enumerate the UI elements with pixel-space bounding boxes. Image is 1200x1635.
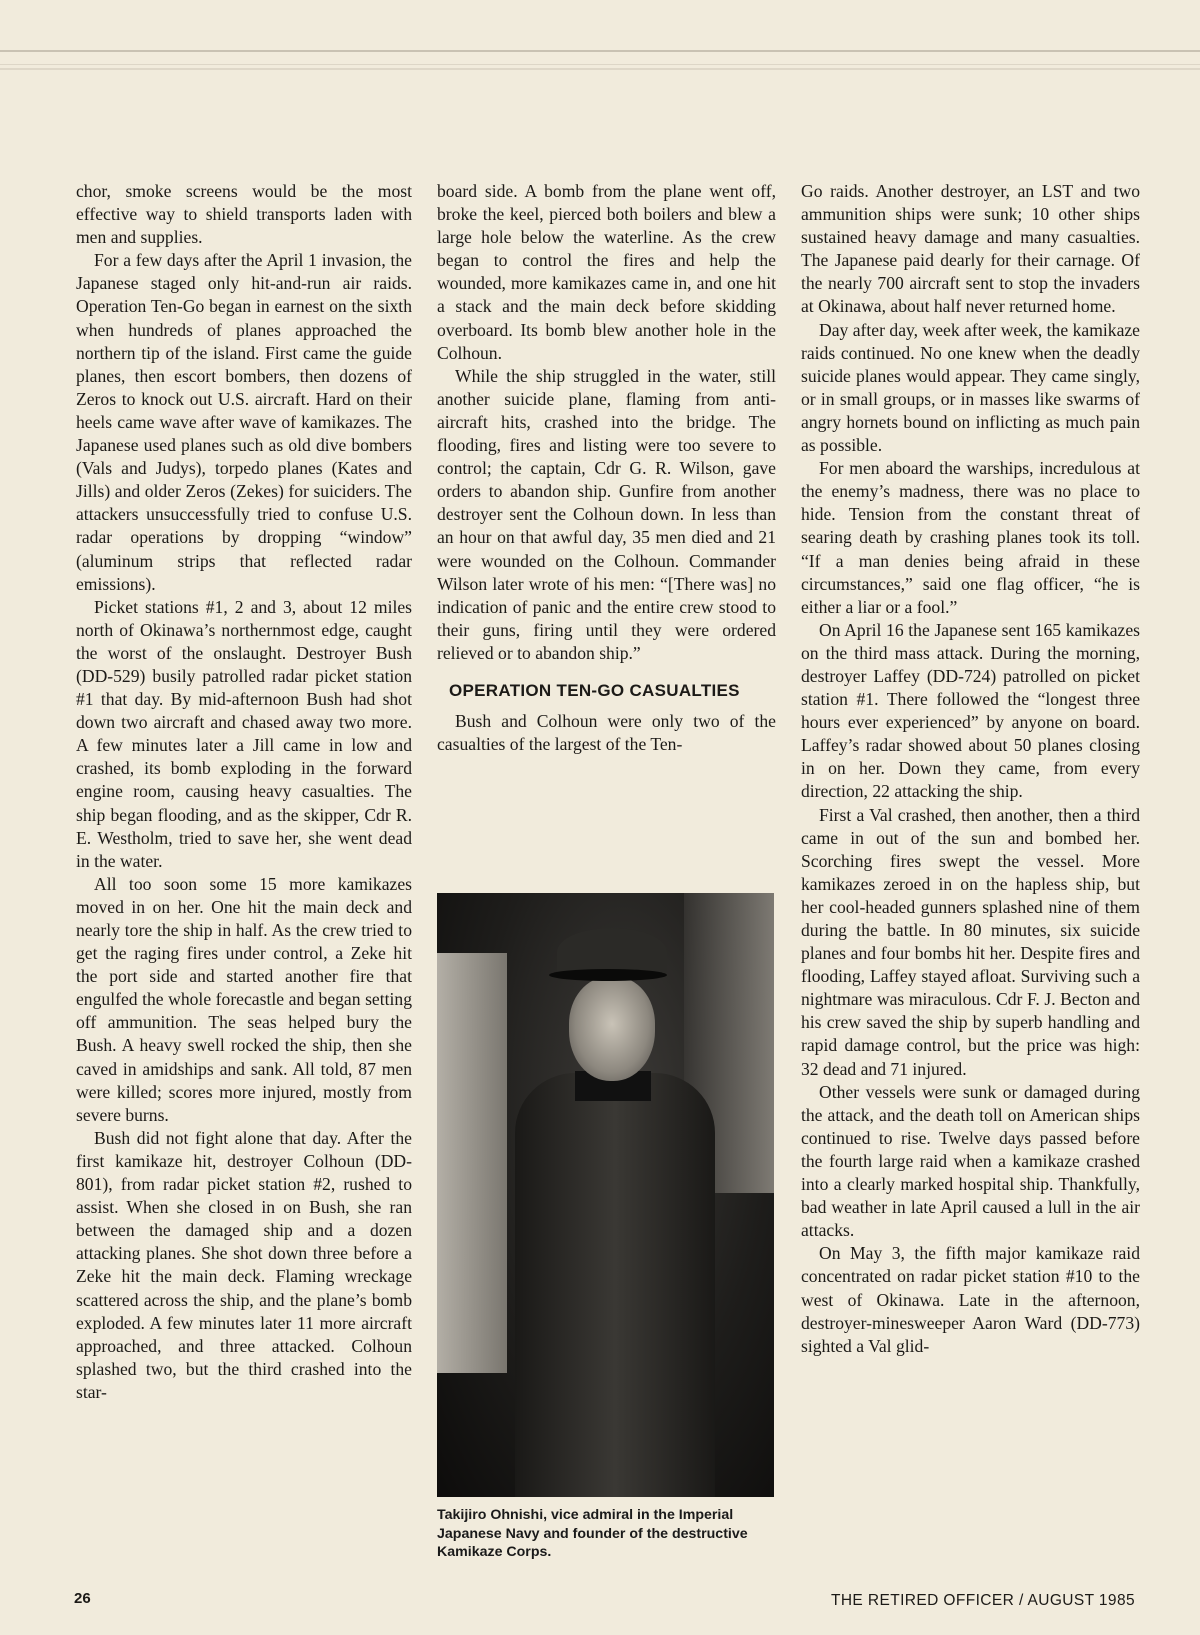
photo-caption: Takijiro Ohnishi, vice admiral in the Imperial Japanese Navy and founder of the destructive Kamikaze Corps.: [437, 1507, 748, 1560]
paragraph: Other vessels were sunk or damaged during the attack, and the death toll on American ships continued to rise. Twelve days passed before the fourth large raid when a kamikaze crashed into a clearly marked hospital ship. Thankfully, bad weather in late April caused a lull in the air attacks.: [801, 1081, 1140, 1241]
article-column-3: [801, 180, 1140, 1570]
paragraph: For men aboard the warships, incredulous at the enemy’s madness, there was no place to hide. Tension from the constant threat of searing death by crashing planes took its toll. “If a man denies being afraid in these circumstances,” said one flag officer, “he is either a liar or a fool.”: [801, 458, 1140, 617]
paragraph: First a Val crashed, then another, then a third came in out of the sun and bombed her. Scorching fires swept the vessel. More kamikazes zeroed in on the hapless ship, but her cool-headed gunners splashed nine of them during the battle. In 80 minutes, six suicide planes and four bombs hit her. Despite fires and flooding, Laffey stayed afloat. Surviving such a nightmare was miraculous. Cdr F. J. Becton and his crew saved the ship by superb handling and rapid damage control, but the price was high: 32 dead and 71 injured.: [801, 804, 1140, 1079]
paragraph: Picket stations #1, 2 and 3, about 12 miles north of Okinawa’s northernmost edge, caught the worst of the onslaught. Destroyer Bush (DD-529) busily patrolled radar picket station #1 that day. By mid-afternoon Bush had shot down two aircraft and chased away two more. A few minutes later a Jill came in low and crashed, its bomb exploding in the forward engine room, causing heavy casualties. The ship began flooding, and as the skipper, Cdr R. E. Westholm, tried to save her, she went dead in the water.: [76, 596, 412, 871]
paragraph: Bush did not fight alone that day. After the first kamikaze hit, destroyer Colhoun (DD-801), from radar picket station #2, rushed to assist. When she closed in on Bush, she ran between the damaged ship and a dozen attacking planes. She shot down three before a Zeke hit the main deck. Flaming wreckage scattered across the ship, and the plane’s bomb exploded. A few minutes later 11 more aircraft approached, and three attacked. Colhoun splashed two, but the third crashed into the star-: [76, 1127, 412, 1402]
paragraph: While the ship struggled in the water, still another suicide plane, flaming from anti-aircraft hits, crashed into the bridge. The flooding, fires and listing were too severe to control; the captain, Cdr G. R. Wilson, gave orders to abandon ship. Gunfire from another destroyer sent the Colhoun down. In less than an hour on that awful day, 35 men died and 21 were wounded on the Colhoun. Commander Wilson later wrote of his men: “[There was] no indication of panic and the entire crew stood to their guns, firing until they were ordered relieved or to abandon ship.”: [437, 365, 776, 663]
running-footer: THE RETIRED OFFICER / AUGUST 1985: [830, 1592, 1135, 1609]
paragraph: For a few days after the April 1 invasion, the Japanese staged only hit-and-run air raids. Operation Ten-Go began in earnest on the sixth when hundreds of planes approached the northern tip of the island. First came the guide planes, then escort bombers, then dozens of Zeros to knock out U.S. aircraft. Hard on their heels came wave after wave of kamikazes. The Japanese used planes such as old dive bombers (Vals and Judys), torpedo planes (Kates and Jills) and older Zeros (Zekes) for suiciders. The attackers unsuccessfully tried to confuse U.S. radar operations by dropping “window” (aluminum strips that reflected radar emissions).: [76, 250, 412, 594]
paragraph: chor, smoke screens would be the most effective way to shield transports laden with men and supplies.: [76, 181, 412, 248]
paragraph: Day after day, week after week, the kamikaze raids continued. No one knew when the deadly suicide planes would appear. They came singly, or in small groups, or in masses like swarms of angry hornets bound on inflicting as much pain as possible.: [801, 319, 1140, 456]
paragraph: board side. A bomb from the plane went off, broke the keel, pierced both boilers and blew a large hole below the waterline. As the crew began to control the fires and help the wounded, more kamikazes came in, and one hit a stack and the main deck before skidding overboard. Its bomb blew another hole in the Colhoun.: [437, 181, 776, 363]
paragraph: On May 3, the fifth major kamikaze raid concentrated on radar picket station #10 to the west of Okinawa. Late in the afternoon, destroyer-minesweeper Aaron Ward (DD-773) sighted a Val glid-: [801, 1243, 1140, 1356]
section-subhead: OPERATION TEN-GO CASUALTIES: [449, 680, 740, 700]
top-rule-secondary: [0, 68, 1200, 70]
paragraph: Bush and Colhoun were only two of the casualties of the largest of the Ten-: [437, 711, 776, 755]
paragraph: On April 16 the Japanese sent 165 kamikazes on the third mass attack. During the morning, destroyer Laffey (DD-724) patrolled on picket station #1. There followed the “longest three hours ever experienced” by anyone on board. Laffey’s radar showed about 50 planes closing in on her. Down they came, from every direction, 22 attacking the ship.: [801, 619, 1140, 802]
paragraph: Go raids. Another destroyer, an LST and two ammunition ships were sunk; 10 other ships sustained heavy damage and many casualties. The Japanese paid dearly for their carnage. Of the nearly 700 aircraft sent to stop the invaders at Okinawa, about half never returned home.: [801, 181, 1140, 317]
page-number: 26: [74, 1590, 91, 1607]
article-column-1: [76, 180, 412, 1570]
top-rule: [0, 50, 1200, 65]
article-column-2: [437, 180, 776, 880]
portrait-photo: [437, 893, 774, 1497]
paragraph: All too soon some 15 more kamikazes moved in on her. One hit the main deck and nearly tore the ship in half. As the crew tried to get the raging fires under control, a Zeke hit the port side and started another fire that engulfed the whole forecastle and began setting off ammunition. The seas helped bury the Bush. A heavy swell rocked the ship, then she caved in amidships and sank. All told, 87 men were killed; scores more injured, mostly from severe burns.: [76, 873, 412, 1125]
